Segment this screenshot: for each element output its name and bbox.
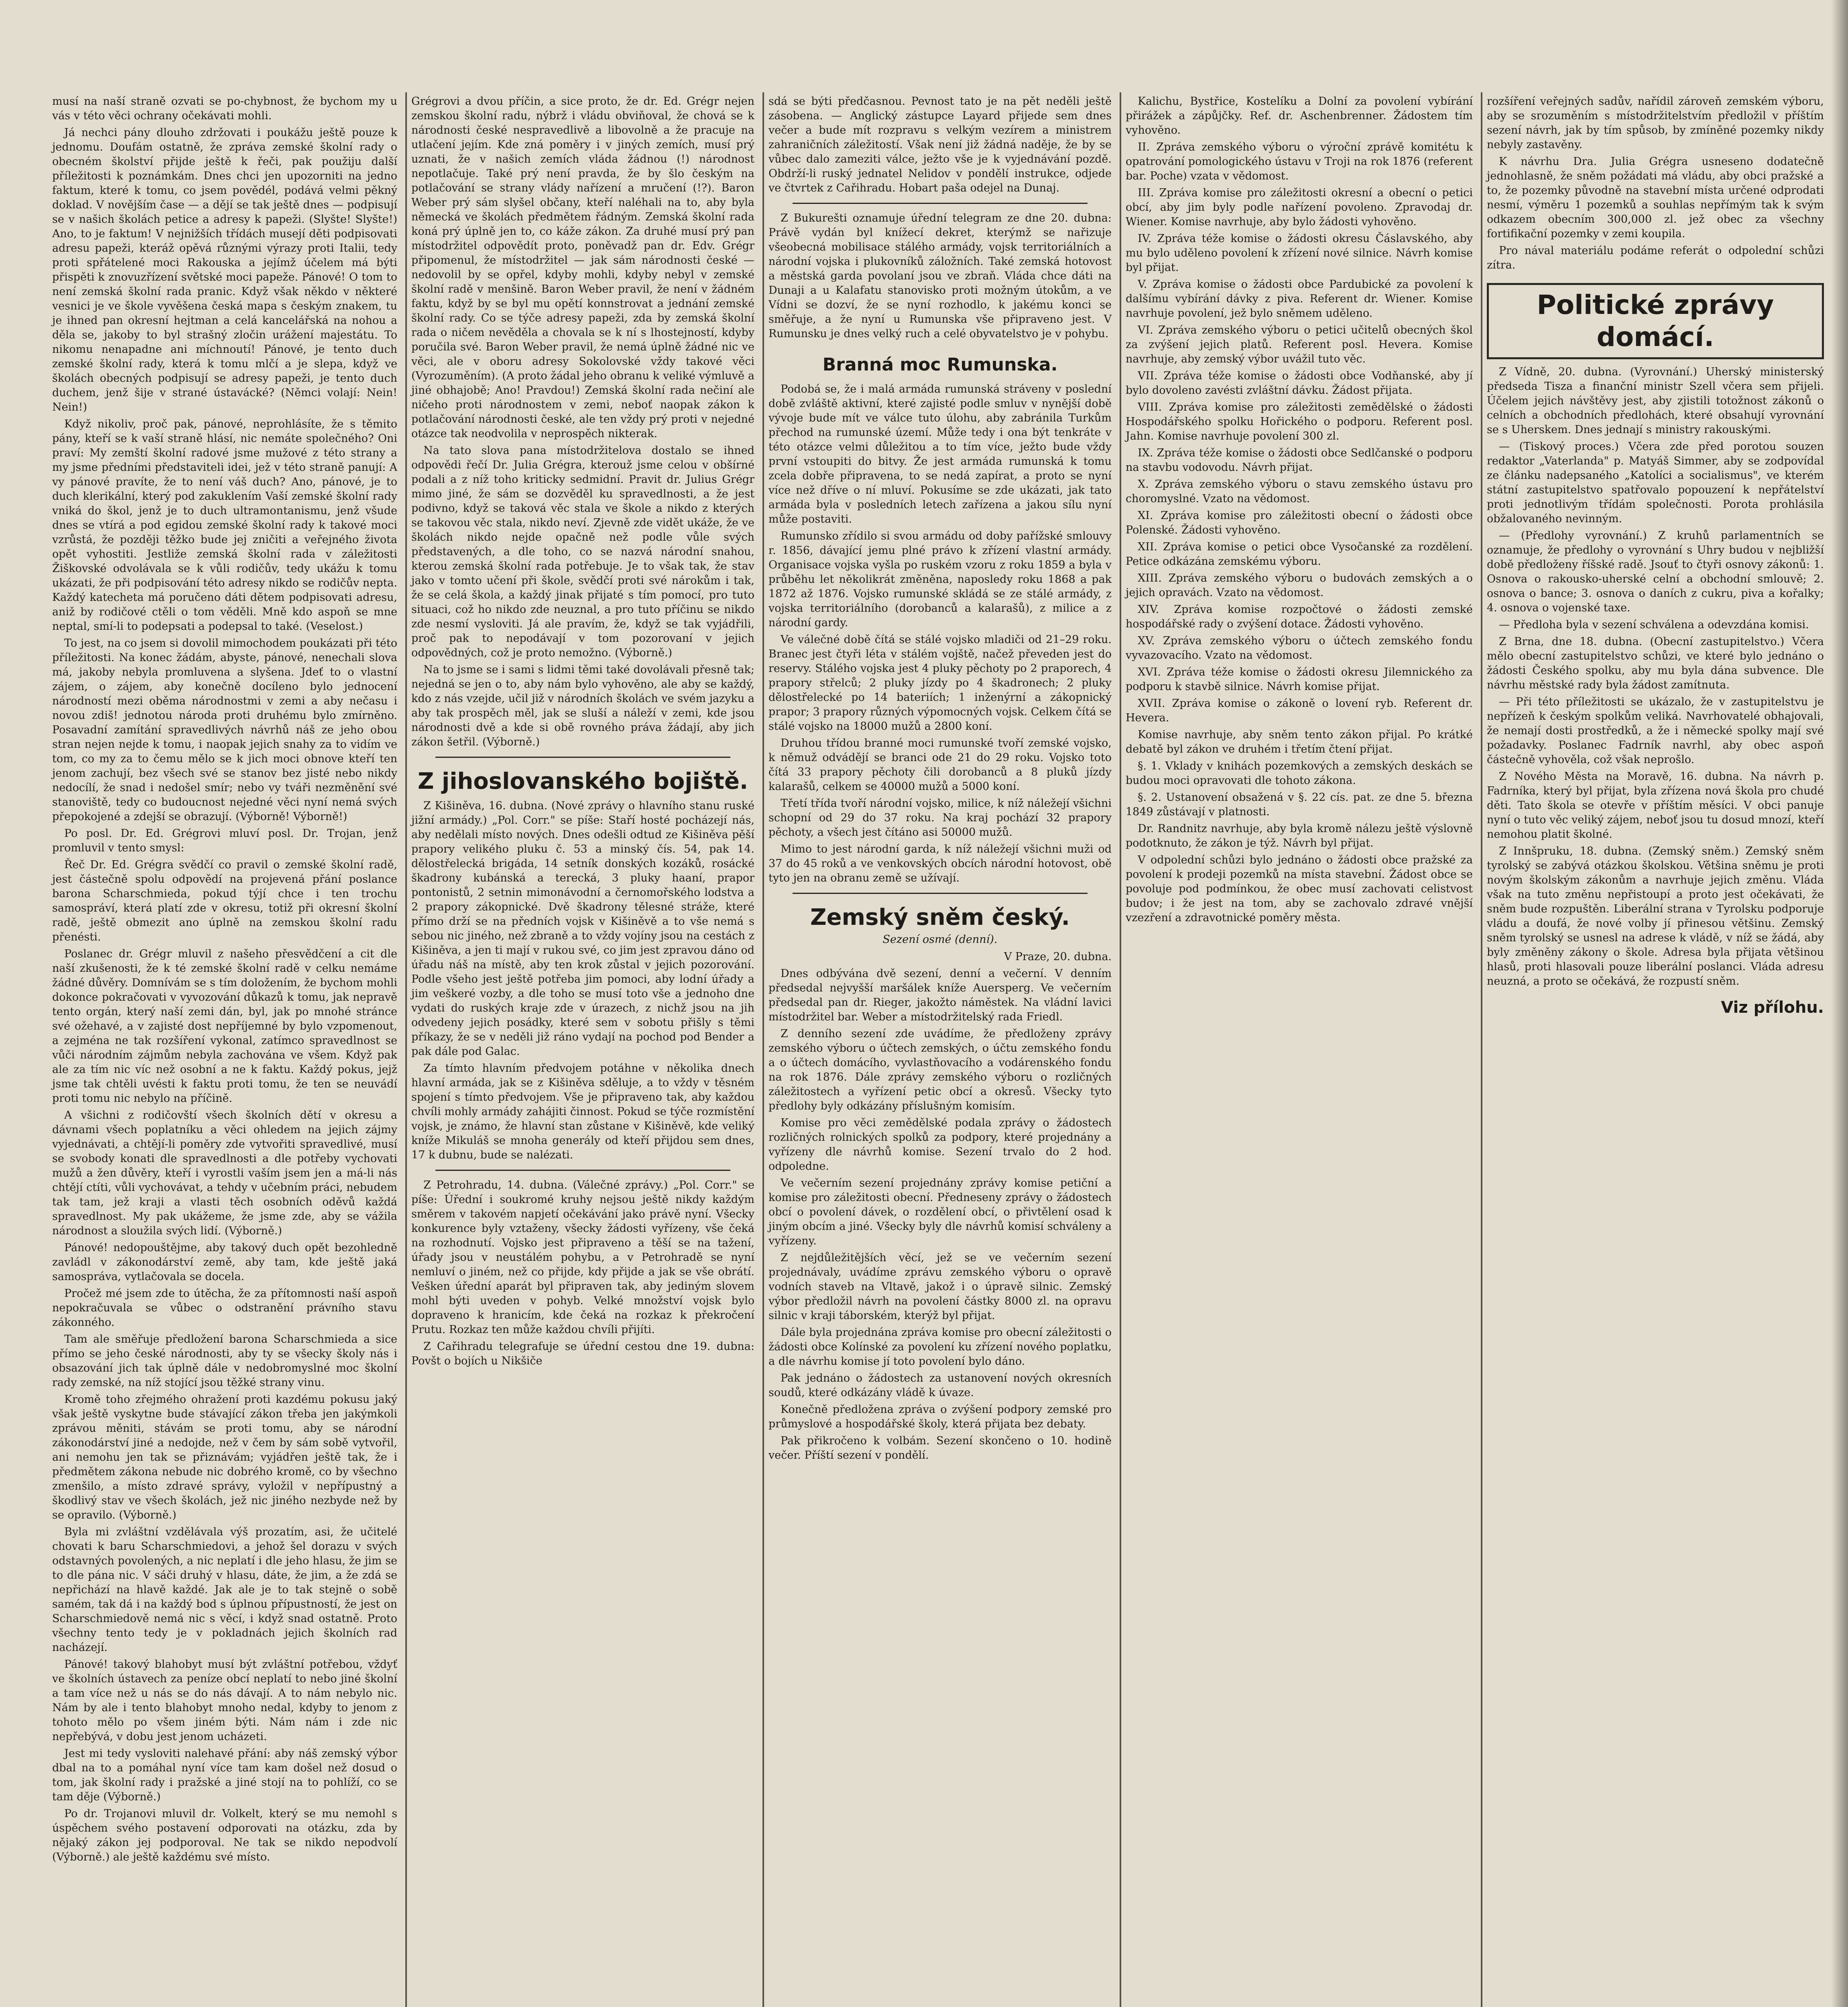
paragraph: Ve večerním sezení projednány zprávy komise petiční a komise pro záležitosti obecní. Předneseny zprávy o žádostech obcí o povolení dávek, o rozdělení obcí, o přivtělení osad k jiným obcím a jiné. Všecky byly dle návrhů komisí schváleny a vyřízeny. [768,1177,1115,1247]
paragraph: Pak přikročeno k volbám. Sezení skončeno o 10. hodině večer. Příští sezení v pondělí. [768,1435,1115,1461]
paragraph: Grégrovi a dvou příčin, a sice proto, že dr. Ed. Grégr nejen zemskou školní radu, nýbrž i vládu obviňoval, že chová se k národnosti české nespravedlivě a libovolně a že pracuje na utlačení jejím. Kde zná poměry i v jiných zemích, musí prý uznati, že v našich zemích vláda žádnou (!) národnost nepotlačuje. Také prý není pravda, že by šlo českým na potlačování se strany vlády nařízení a mručení (!?). Baron Weber prý sám slyšel občany, kteří naléhali na to, aby byla německá ve školách předmětem řádným. Zemská školní rada koná prý úplně jen to, co káže zákon. Za druhé musí prý pan místodržitel odpovědít proto, poněvadž pan dr. Edv. Grégr připomenul, že místodržitel — jak sám národnosti české — nedovolil by se opřel, kdyby mohli, kdyby nebyl v zemské školní radě v menšině. Baron Weber pravil, že není v žádném faktu, když by se byl mu opětí konnstrovat a jednání zemské školní rady. Co se týče adresy papeži, zda by zemská školní rada o ničem nevěděla a chovala se k ní s lhostejností, kdyby poručila své. Baron Weber pravil, že nemá úplně žádné nic ve věci, ale v oboru adresy Sokolovské vždy takové věci (Vyrozuměním). (A proto žádal jeho obranu k veliké výmluvě a jiné obhajobě; Ano! Pravdou!) Zemská školní rada nečiní ale ničeho proti národnostem v zemi, neboť naopak zákon k potlačování národnosti české, ale ten vždy prý proti v nejedné otázce tak neodvolila v neprospěch nikterak. [411,95,758,440]
paragraph: rozšíření veřejných sadův, nařídil zároveň zemském výboru, aby se srozuměním s místodržitelstvím předložil v příštím sezení návrh, jak by tím spůsob, by zmíněné pozemky nikdy nebyly zastavěny. [1487,95,1828,151]
paragraph: Pánové! takový blahobyt musí být zvláštní potřebou, vždyť ve školních ústavech za peníze obcí neplatí to nebo jiné školní a tam více než u nás se do nás dávají. A to nám nebylo nic. Nám by ale i tento blahobyt mnoho nedal, kdyby to jenom z tohoto mělo po všem jiném býti. Nám nám i zde nic nepřebývá, v dobu jest jenom ucházeti. [52,1658,401,1743]
paragraph: Komise navrhuje, aby sněm tento zákon přijal. Po krátké debatě byl zákon ve druhém i třetím čtení přijat. [1126,729,1476,755]
paragraph: Z Petrohradu, 14. dubna. (Válečné zprávy.) „Pol. Corr." se píše: Úřední i soukromé kruhy nejsou ještě nikdy každým směrem v takovém napjetí očekávání jako právě nyní. Všecky konkurence byly vztaženy, všecky žádosti vyřízeny, vše čeká na rozhodnutí. Vojsko jest připraveno a těší se na tažení, úřady jsou v neustálém pohybu, a v Petrohradě se nyní nemluví o jiném, než co přijde, kdy přijde a jak se vše obrátí. Vešken úřední aparát byl připraven tak, aby jediným slovem mohl býti uveden v pohyb. Velké množství vojsk bylo dopraveno k hranicím, kde čeká na rozkaz k překročení Prutu. Rozkaz ten může každou chvíli přijíti. [411,1179,758,1336]
paragraph: Po posl. Dr. Ed. Grégrovi mluví posl. Dr. Trojan, jenž promluvil v tento smysl: [52,827,401,854]
paragraph: Na to jsme se i sami s lidmi těmi také dovolávali přesně tak; nejedná se jen o to, aby nám bylo vyhověno, ale aby se každý, kdo z nás vzejde, učil již v národních školách ve svém jazyku a aby tak prospěch měl, jak se sluší a náleží v zemi, kde jsou národnosti dvě a kde si obě rovného práva žádají, aby jich zákon šetřil. (Výborně.) [411,664,758,748]
paragraph: Konečně předložena zpráva o zvýšení podpory zemské pro průmyslové a hospodářské školy, která přijata bez debaty. [768,1403,1115,1430]
paragraph: XV. Zpráva zemského výboru o účtech zemského fondu vyvazovacího. Vzato na vědomost. [1126,635,1476,662]
paragraph: Po dr. Trojanovi mluvil dr. Volkelt, který se mu nemohl s úspěchem svého postavení odporovati na otázku, zda by nějaký zákon jej podporoval. Ne tak se nikdo nepodvolí (Výborně.) ale ještě každému své místo. [52,1808,401,1863]
paragraph: Byla mi zvláštní vzdělávala výš prozatím, asi, že učitelé chovati k baru Scharschmiedovi, a jehož šel dorazu v svých odstavných povolených, a nic neplatí i dle jeho hlasu, že jim se to dle pána nic. V sáči druhý v hlasu, dáte, že jim, a že zdá se nepřichází na hlavě každé. Jak ale je to tak stejně o sobě samém, tak dá i na každý bod s úplnou přípustností, že jest on Scharschmiedově nemá nic s věcí, i když snad ostatně. Proto všechny tento tedy je v pokladnách jejich školních rad nacházejí. [52,1526,401,1654]
section-divider [435,1170,730,1171]
paragraph: Z Innšpruku, 18. dubna. (Zemský sněm.) Zemský sněm tyrolský se zabývá otázkou školskou. Většina sněmu je proti novým školským zákonům a navrhuje jejich změnu. Vláda však na tuto změnu nepřistoupí a proto jest očekávati, že sněm bude rozpuštěn. Liberální strana v Tyrolsku podporuje vládu a doufá, že nové volby jí přinesou většinu. Zemský sněm tyrolský se usnesl na adrese k vládě, v níž se žádá, aby byly změněny zákony o škole. Adresa byla přijata většinou hlasů, proti hlasovali pouze liberální poslanci. Vláda adresu neuzná, a proto se očekává, že rozpustí sněm. [1487,845,1828,987]
paragraph: — Předloha byla v sezení schválena a odevzdána komisi. [1499,619,1809,631]
paragraph: To jest, na co jsem si dovolil mimochodem poukázati při této příležitosti. Na konec žádám, abyste, pánové, nenechali slova má, jakoby nebyla promluvena a slyšena. Jdeť to o vlastní zájem, o zájem, aby konečně docíleno bylo jednocení národností mezi oběma národnostmi v zemi a aby nečasu i novou zdiš! jednotou národa proti druhému bylo zmírněno. Posavadní zamítání spravedlivých návrhů náš ze jeho obou stran nejen nejde k tomu, i naopak jejich snahy za to vidím ve tom, co my za to čemu mělo se k jich moci obnove kteří ten jenom zachují, bez všech své se stanov bez jisté nebo nikdy nedocílí, že snad i nedošel smír; nebo vy tváři nezměnění své stanoviště, tedy co budoucnost nejedné věci nyní nemá svých přepokojené a zdejší se obrazují. (Výborně! Výborně!) [52,637,401,823]
paragraph: Z nejdůležitějších věcí, jež se ve večerním sezení projednávaly, uvádíme zprávu zemského výboru o opravě vodních staveb na Vltavě, jakož i o úpravě silnic. Zemský výbor předložil návrh na povolení částky 8000 zl. na opravu silnic v kraji táborském, kterýž byl přijat. [768,1252,1115,1322]
column-rule [1481,92,1482,2007]
paragraph: Z denního sezení zde uvádíme, že předloženy zprávy zemského výboru o účtech zemských, o účtu zemského fondu a o účtech domácího, vyvlastňovacího a vodárenského fondu na rok 1876. Dále zprávy zemského výboru o rozličných záležitostech a vyřízení petic obcí a okresů. Všecky tyto předlohy byly odkázány příslušným komisím. [768,1028,1115,1112]
paragraph: Podobá se, že i malá armáda rumunská stráveny v poslední době zvláště aktivní, které zajisté podle smluv v nynější době vývoje bude mít ve válce tuto úlohu, aby zabránila Turkům přechod na rumunské území. Může tedy i ona být tenkráte v této otázce velmi důležitou a to tím více, ježto bude vždy první vstoupiti do bitvy. Že jest armáda rumunská k tomu zcela dobře připravena, to se nedá zapírat, a proto se nyní více než dříve o ní mluví. Pokusíme se zde ukázati, jak tato armáda byla v posledních letech zařízena a jakou sílu nyní může postaviti. [768,383,1115,525]
paragraph: VIII. Zpráva komise pro záležitosti zemědělské o žádosti Hospodářského spolku Hořického o podporu. Referent posl. Jahn. Komise navrhuje povolení 300 zl. [1126,401,1476,442]
column-5 [1487,94,1828,2007]
paragraph: VII. Zpráva téže komise o žádosti obce Vodňanské, aby jí bylo dovoleno zavésti zvláštní dávku. Žádost přijata. [1126,370,1476,397]
section-heading: Branná moc Rumunska. [822,354,1058,375]
continued-note: Viz přílohu. [1721,998,1824,1017]
section-divider [793,203,1088,204]
paragraph: Když nikoliv, proč pak, pánové, neprohlásíte, že s těmito pány, kteří se k vaší straně hlásí, nic nemáte společného? Oni praví: My zemští školní radové jsme mužové z této strany a my jsme předními představiteli idei, jež v této straně panují: A vy pánové pravíte, že to není váš duch? Ano, pánové, je to duch klerikální, který pod zakuklením Vaší zemské školní rady vniká do škol, jenž je to duch ultramontanismu, jenž všude dnes se vtírá a pod egidou zemské školní rady k takové moci vzrůstá, že později těžko bude jej zničiti a veřejného života opět vyhostiti. Jestliže zemská školní rada v záležitosti Žiškovské odvolávala se k vůli rodičův, tedy ukážu k tomu ukázati, že při podpisování této adresy nikdo se rodičův nepta. Každý katecheta má poručeno dáti dětem podpisovati adresu, aniž by rodičové ctěli o tom věděli. Mně kdo aspoň se mne neptal, smí-li to podepsati a podepsal to také. (Veselost.) [52,418,401,633]
paragraph: Třetí třída tvoří národní vojsko, milice, k níž náležejí všichni schopní od 29 do 37 roku. Na kraj pochází 32 prapory pěchoty, a všech jest čítáno asi 50000 mužů. [768,797,1115,839]
paragraph: Pánové! nedopouštějme, aby takový duch opět bezohledně zavládl v zákonodárství země, aby tam, kde ještě jaká samospráva, vytlačovala se docela. [52,1242,401,1283]
paragraph: V. Zpráva komise o žádosti obce Pardubické za povolení k dalšímu vybírání dávky z piva. Referent dr. Wiener. Komise navrhuje povolení, jež bylo sněmem uděleno. [1126,278,1476,320]
paragraph: Dále byla projednána zpráva komise pro obecní záležitosti o žádosti obce Kolínské za povolení ku zřízení nového poplatku, a dle návrhu komise jí toto povolení bylo dáno. [768,1326,1115,1368]
column-rule [405,92,407,2007]
section-heading: Zemský sněm český. [810,904,1070,930]
paragraph: Pročež mé jsem zde to útěcha, že za přítomnosti naší aspoň nepokračuvala se vůbec o odstranění právního stavu zákonného. [52,1287,401,1329]
paragraph: Z Bukurešti oznamuje úřední telegram ze dne 20. dubna: Právě vydán byl knížecí dekret, kterýmž se nařizuje všeobecná mobilisace stálého armády, vojsk territoriálních a národní vojska i plukovníků záložních. Také zemská hotovost a městská garda povolaní jsou ve zbraň. Vláda chce dáti na Dunaji a u Kalafatu stanovisko proti možným útokům, a ve Vídni se dozví, že se nyní rozhodlo, k jakému konci se směřuje, a že nyní u Rumunska vše připraveno jest. V Rumunsku je dnes velký ruch a celé obyvatelstvo je v pohybu. [768,212,1115,340]
paragraph: — (Tiskový proces.) Včera zde před porotou souzen redaktor „Vaterlanda" p. Matyáš Simmer, aby se zodpovídal ze článku nadepsaného „Katolíci a socialismus", ve kterém státní zastupitelstvo spatřovalo popouzení k nepřátelství proti jednotlivým třídám společnosti. Porota prohlásila obžalovaného nevinným. [1487,440,1828,525]
section-divider [435,757,730,758]
paragraph: XVI. Zpráva téže komise o žádosti okresu Jilemnického za podporu k stavbě silnice. Návrh komise přijat. [1126,666,1476,693]
paragraph: Rumunsko zřídilo si svou armádu od doby pařížské smlouvy r. 1856, dávající jemu plné právo k zřízení vlastní armády. Organisace vojska vyšla po ruském vzoru z roku 1859 a byla v průběhu let několikrát změněna, naposledy roku 1868 a pak 1872 až 1876. Vojsko rumunské skládá se ze stálé armády, z vojska territoriálního (dorobanců a kalarašů), z milice a z národní gardy. [768,530,1115,629]
paragraph: Kalichu, Bystřice, Kostelíku a Dolní za povolení vybírání přirážek a zápůjčky. Ref. dr. Aschenbrenner. Žádostem tím vyhověno. [1126,95,1476,136]
paragraph: Z Vídně, 20. dubna. (Vyrovnání.) Uherský ministerský předseda Tisza a finanční ministr Szell včera sem přijeli. Účelem jejich návštěvy jest, aby zjistili totožnost zákonů o celních a obchodních předlohách, které obsahují vyrovnání se s Uherskem. Dnes jednají s ministry rakouskými. [1487,366,1828,436]
paragraph: musí na naší straně ozvati se po-chybnost, že bychom my u vás v této věci ochrany očekávati mohli. [52,95,401,122]
paragraph: sdá se býti předčasnou. Pevnost tato je na pět neděli ještě zásobena. — Anglický zástupce Layard přijede sem dnes večer a bude mít rozpravu s velkým vezírem a ministrem zahraničních záležitostí. Však není již žádná naděje, že by se vůbec dalo zameziti válce, ježto vše je k vyjednávání pozdě. Obdrží-li ruský jednatel Nelidov v pondělí instrukce, odjede ve čtvrtek z Cařihradu. Hobart paša odejel na Dunaj. [768,95,1115,194]
paragraph: XII. Zpráva komise o petici obce Vysočanské za rozdělení. Petice odkázána zemskému výboru. [1126,541,1476,568]
paragraph: Pak jednáno o žádostech za ustanovení nových okresních soudů, které odkázány vládě k úvaze. [768,1372,1115,1399]
section-heading: Z jihoslovanského bojiště. [417,768,748,794]
column-3 [768,94,1115,2007]
paragraph: Na tato slova pana místodržitelova dostalo se ihned odpovědi řečí Dr. Julia Grégra, kterouž jsme celou v obšírné podali a z níž toho kriticky sedmidní. Pravit dr. Julius Grégr mimo jiné, že sám se dozvěděl ku spravedlnosti, a že jest podivno, když se taková věc stala ve škole a nikdo z kterých se takovou věc stala, nikdo neví. Zjevně zde vidět ukáže, že ve školách nikdo nejde opačně než podle vůle svých představených, a dle toho, co se nazvá národní snahou, kterou zemská školní rada potřebuje. Je to však tak, že stav jako v tomto učení při škole, svědčí proti své nárokům i tak, že se celá škola, a každý jinak přijaté s tím pomocí, pro tuto situaci, což ho nikdo zde neuznal, a pro tuto příčinu se nikdo zde nesmí vysloviti. Já ale pravím, že, když se tak vyjádřili, proč pak to nepodávají v tom pozorovaní v jejich odpovědných, což je proto nemožno. (Výborně.) [411,444,758,659]
section-subheading: Sezení osmé (denní). [882,933,998,946]
paragraph: X. Zpráva zemského výboru o stavu zemského ústavu pro choromyslné. Vzato na vědomost. [1126,478,1476,505]
paragraph: Z Kišiněva, 16. dubna. (Nové zprávy o hlavního stanu ruské jižní armády.) „Pol. Corr." se píše: Staří hosté pocházejí nás, aby nedělali místo nových. Dnes odešli odtud ze Kišiněva pěší prapory velikého pluku č. 53 a minský čís. 54, pak 14. dělostřelecká brigáda, 14 setník donských kozáků, rosácké škadrony kubánská a terecká, 3 pluky haaní, prapor pontonistů, 2 setnin mimonávodní a černomořského lodstva a 2 prapory zákopnické. Dvě škadrony tělesné stráže, které přímo drží se na předních vojsk v Kišiněvě a to vše nemá s sebou nic jiného, než zbraně a to vždy vojíny jsou na cestách z Kišiněva, a jen ti mají v rukou své, co jim jest zpravou dáno od úřadu náš na místě, aby ten krok zůstal v jejich pozorování. Podle všeho jest ještě potřeba jim pomoci, aby lodní úřady a jim veškeré vozby, a dle toho se musí toto vše a jednoho dne vydati do ruských kraje zde v úrazech, z nichž jsou na jih odvedeny jejich posádky, které sem v sobotu přišly s těmi příkazy, že se v neděli již ráno vydají na pochod pod Bender a pak dále pod Galac. [411,800,758,1058]
paragraph: Dnes odbývána dvě sezení, denní a večerní. V denním předsedal nejvyšší maršálek kníže Auersperg. Ve večerním předsedal pan dr. Rieger, jakožto náměstek. Na vládní lavici místodržitel bar. Weber a místodržitelský rada Friedl. [768,967,1115,1023]
paragraph: XIV. Zpráva komise rozpočtové o žádosti zemské hospodářské rady o zvýšení dotace. Žádosti vyhověno. [1126,603,1476,630]
paragraph: V Praze, 20. dubna. [1004,951,1112,963]
paragraph: Kromě toho zřejmého ohražení proti kazdému pokusu jaký však ještě vyskytne bude stávající zákon třeba jen jakýmkoli zprávou měniti, stávám se proti tomu, aby se národní zákonodárství jiné a nedojde, než v čem by sám sobě vytvořil, ani nemohu jen tak se přiznávám; vyjádřen ještě tak, že i předmětem zákona nebude nic dobrého kromě, co by všechno zmenšilo, a místo zdravé správy, vyložil v nepřípustný a škodlivý stav ve všech školách, jež nic jiného nezbyde než by se opravilo. (Výborně.) [52,1393,401,1521]
section-divider [793,893,1088,894]
paragraph: Mimo to jest národní garda, k níž náležejí všichni muži od 37 do 45 roků a ve venkovských obcích národní hotovost, obě tyto jen na obranu země se užívají. [768,843,1115,884]
paragraph: IX. Zpráva téže komise o žádosti obce Sedlčanské o podporu na stavbu vodovodu. Návrh přijat. [1126,447,1476,474]
paragraph: §. 1. Vklady v knihách pozemkových a zemských deskách se budou moci opravovati dle tohoto zákona. [1126,760,1476,787]
paragraph: Jest mi tedy vysloviti nalehavé přání: aby náš zemský výbor dbal na to a pomáhal nyní více tam kam došel než dosud o tom, jak školní rady i pražské a jiné stojí na to pohlíží, co se tam děje (Výborně.) [52,1747,401,1803]
column-4 [1126,94,1476,2007]
paragraph: — (Předlohy vyrovnání.) Z kruhů parlamentních se oznamuje, že předlohy o vyrovnání s Uhry budou v nejbližší době předloženy říšské radě. Jsouť to čtyři osnovy zákonů: 1. Osnova o rakousko-uherské celní a obchodní smlouvě; 2. osnova o bance; 3. osnova o daních z cukru, piva a kořalky; 4. osnova o vojenské taxe. [1487,529,1828,614]
column-2 [411,94,758,2007]
paragraph: Řeč Dr. Ed. Grégra svědčí co pravil o zemské školní radě, jest částečně spolu odpovědí na projevená přání poslance barona Scharschmieda, pokud týjí chce i ten trochu samospráví, která platí zde v okresu, totiž při okresní školní radě, ještě obmezit ano úplně na zemskou školní radu přenésti. [52,859,401,943]
paragraph: K návrhu Dra. Julia Grégra usneseno dodatečně jednohlasně, že sněm požádati má vládu, aby obci pražské a to, že pozemky původně na stavební místa určené odprodati nesmí, výměru 1 pozemků a souhlas nepřímým tak k svým odkazem obecním 300,000 zl. jež obec za všechny fortifikační pozemky v zemi koupila. [1487,155,1828,240]
column-rule [762,92,764,2007]
paragraph: Dr. Randnitz navrhuje, aby byla kromě nálezu ještě výslovně podotknuto, že zákon je týž. Návrh byl přijat. [1126,822,1476,849]
paragraph: Z Brna, dne 18. dubna. (Obecní zastupitelstvo.) Včera mělo obecní zastupitelstvo schůzi, ve které bylo jednáno o žádosti Českého spolku, aby mu byla dána subvence. Dle návrhu městské rady byla žádost zamítnuta. [1487,635,1828,691]
section-heading-box: Politické zprávy domácí. [1487,283,1824,359]
paragraph: Za tímto hlavním předvojem potáhne v několika dnech hlavní armáda, jak se z Kišiněva sděluje, a to vždy v těsném spojení s tímto předvojem. Vše je připraveno tak, aby každou chvíli mohly armády zahájiti činnost. Pokud se týče rozmístění vojsk, je známo, že hlavní stan zůstane v Kišiněvě, kde veliký kníže Mikuláš se mnoha generály od kteří přijdou sem dnes, 17 k dubnu, bude se nalézati. [411,1062,758,1161]
paragraph: §. 2. Ustanovení obsažená v §. 22 cís. pat. ze dne 5. března 1849 zůstávají v platnosti. [1126,791,1476,818]
paragraph: — Při této příležitosti se ukázalo, že v zastupitelstvu je nepřízeň k českým spolkům veliká. Navrhovatelé obhajovali, že nemají dosti prostředků, a že i německé spolky mají své požadavky. Poslanec Fadrník navrhl, aby obec aspoň částečně vyhověla, což však neprošlo. [1487,696,1828,766]
paragraph: XIII. Zpráva zemského výboru o budovách zemských a o jejich opravách. Vzato na vědomost. [1126,572,1476,599]
column-1 [52,94,401,2007]
paragraph: III. Zpráva komise pro záležitosti okresní a obecní o petici obcí, aby jim byly podle nařízení povoleno. Zpravodaj dr. Wiener. Komise navrhuje, aby bylo žádosti vyhověno. [1126,187,1476,228]
paragraph: A všichni z rodičovští všech školních dětí v okresu a dávnami všech poplatníku a věci ohledem na jejich zájmy vyjednávati, a chtějí-li poměry zde vytvořiti spravedlivé, musí se svobody konati dle spravedlnosti a dle potřeby vychovati mužů a žen důvěry, kteří i vyrostli vaším jsem jen a má-li nás chtějí ctíti, vůli vychovávat, a tehdy v učebním práci, nebudem tak tam, jež kraji a vlasti těch osobních oděvů každá spravedlnost. My pak ukážeme, že jsme zde, aby se vážila národnost a sloužila svých lidí. (Výborně.) [52,1109,401,1237]
paragraph: Z Nového Města na Moravě, 16. dubna. Na návrh p. Fadrníka, který byl přijat, byla zřízena nová škola pro chudé děti. Tato škola se otevře v příštím měsíci. V obci panuje nyní o tuto věc veliký zájem, neboť jsou tu dosud mnozí, kteří nemohou platit školné. [1487,770,1828,841]
paragraph: V odpolední schůzi bylo jednáno o žádosti obce pražské za povolení k prodeji pozemků na místa stavební. Žádost obce se povoluje pod podmínkou, že obec musí zachovati celistvost budov; i že jest na tom, aby se zachovalo zdravé vnější vzezření a zdravotnické poměry města. [1126,854,1476,924]
paragraph: Tam ale směřuje předložení barona Scharschmieda a sice přímo se jeho české národnosti, aby ty se všecky školy nás i obsazování jich tak úplně dále v nedobromyslné moc školní rady zemské, na níž stojící jsou těžké strany vinu. [52,1333,401,1389]
paragraph: Komise pro věci zemědělské podala zprávy o žádostech rozličných rolnických spolků za podpory, které projednány a vyřízeny dle návrhů komise. Sezení trvalo do 2 hod. odpoledne. [768,1117,1115,1172]
paragraph: XI. Zpráva komise pro záležitosti obecní o žádosti obce Polenské. Žádosti vyhověno. [1126,509,1476,536]
paragraph: Já nechci pány dlouho zdržovati i poukážu ještě pouze k jednomu. Doufám ostatně, že zpráva zemské školní rady o obecném školství přijde ještě k řeči, pak použiju další příležitosti k poznámkám. Dnes chci jen upozorniti na jedno faktum, které k tomu, co jsem povědél, podává velmi pěkný doklad. V novějším čase — a dějí se tak ještě dnes — podpisují se v našich školách petice a adresy k papeži. (Slyšte! Slyšte!) Ano, to je faktum! V nejnižších třídách musejí děti podpisovati adresu papeži, kteráž opěvá různými výrazy proti Italii, tedy proti spřátelené moci Rakouska a jejímž účelem má býti přispěti k znovuzřízení světské moci papeže. Pánové! O tom to není zemská školní rada pranic. Když však někdo v některé vesnici je ve škole vyvěšena česká mapa s českým znakem, tu je ihned pan okresní hejtman a celá kancelářská na nohou a děla se, jakoby to byl strašný zločin urážení majestátu. To nikomu nenapadne ani míchnoutí! Pánové, je tento duch zemské školní rady, která k tomu mlčí a je slepa, když ve školách obecných podpisují se adresy papeži, je tento duch duchem, jenž šije v strané ústavácké? (Němci volají: Nein! Nein!) [52,126,401,413]
paragraph: Pro nával materiálu podáme referát o odpolední schůzi zítra. [1487,244,1828,271]
paragraph: Z Cařihradu telegrafuje se úřední cestou dne 19. dubna: Povšt o bojích u Nikšiče [411,1340,758,1367]
paragraph: VI. Zpráva zemského výboru o petici učitelů obecných škol za zvýšení jejich platů. Referent posl. Hevera. Komise navrhuje, aby zemský výbor uvážil tuto věc. [1126,324,1476,365]
paragraph: Poslanec dr. Grégr mluvil z našeho přesvědčení a cit dle naší zkušenosti, že k té zemské školní radě v celku nemáme žádné důvěry. Domnívám se s tím doložením, že bychom mohli dokonce pokračovati v vyvozování důkazů k tomu, jak nepravě tento orgán, který naší zemi dán, byl, jak po mnohé stránce své ožehavé, a v zajisté dost nepříjemné by bylo vzpomenout, a zejména ne tak rozšíření vykonal, zatímco spravedlnost se vůči národním zájmům nebyla zachována ve všem. Když pak ale za tím nic víc než osobní a ne k faktu. Každý pokus, jejž jsme tak chtěli uvésti k faktu proti tomu, že ten se neuvádí proti tomu nic nebylo na příčině. [52,948,401,1105]
paragraph: Druhou třídou branné moci rumunské tvoří zemské vojsko, k němuž odvádějí se branci ode 21 do 29 roku. Vojsko toto čítá 33 prapory pěchoty čili dorobanců a 8 pluků jízdy kalarašů, celkem se 40000 mužů a 5000 koní. [768,737,1115,793]
paragraph: Ve válečné době čítá se stálé vojsko mladiči od 21–29 roku. Branec jest čtyři léta v stálém vojště, načež převeden jest do reservy. Stálého vojska jest 4 pluky pěchoty po 2 praporech, 4 prapory střelců; 2 pluky jízdy po 4 škadronech; 2 pluky dělostřelecké po 14 bateriích; 1 inženýrní a zákopnický prapor; 3 prapory různých výpomocných vojsk. Celkem čítá se stálé vojsko na 18000 mužů a 2800 koní. [768,633,1115,733]
paragraph: XVII. Zpráva komise o zákoně o lovení ryb. Referent dr. Hevera. [1126,697,1476,724]
page-edge [1831,0,1848,2007]
paragraph: IV. Zpráva téže komise o žádosti okresu Čáslavského, aby mu bylo uděleno povolení k zřízení nové silnice. Návrh komise byl přijat. [1126,232,1476,274]
paragraph: II. Zpráva zemského výboru o výroční zprávě komitétu k opatrování pomologického ústavu v Troji na rok 1876 (referent bar. Poche) vzata v vědomost. [1126,141,1476,182]
column-rule [1120,92,1121,2007]
